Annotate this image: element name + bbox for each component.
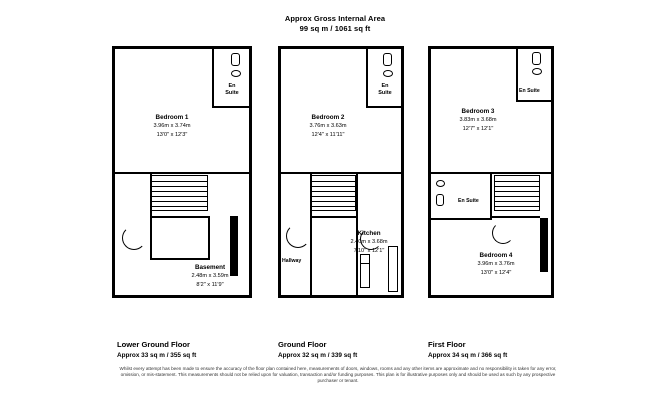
staircase-first: [494, 175, 540, 211]
wall-outer-bottom: [278, 295, 404, 298]
caption-area-lower: Approx 33 sq m / 355 sq ft: [117, 352, 197, 359]
staircase-ground: [310, 175, 356, 211]
toilet-fixture-2: [436, 194, 444, 206]
hallway-label: Hallway: [282, 258, 302, 264]
wall-mid-divider: [431, 172, 554, 174]
wall-basement-right-v: [208, 216, 210, 260]
basin-fixture: [383, 70, 393, 77]
caption-ground: [278, 339, 357, 361]
staircase-lower: [150, 175, 208, 211]
floor-plan-ground: [278, 46, 404, 298]
wall-hallway-left: [310, 174, 312, 296]
basin-fixture: [231, 70, 241, 77]
header-line-2: 99 sq m / 1061 sq ft: [299, 24, 371, 33]
caption-title-lower: Lower Ground Floor: [117, 340, 190, 349]
wall-bed4-block: [540, 218, 548, 272]
floor-plan-first: [428, 46, 554, 298]
ensuite-label-first-mid: En Suite: [458, 198, 479, 204]
wall-outer-top: [278, 46, 404, 49]
caption-area-ground: Approx 32 sq m / 339 sq ft: [278, 352, 358, 359]
wall-ensuite-left: [212, 46, 214, 108]
toilet-fixture: [231, 53, 240, 66]
wall-ensuite2-right: [490, 174, 492, 220]
toilet-fixture: [532, 52, 541, 65]
wall-ensuite-bottom: [212, 106, 252, 108]
door-swing-hall-left: [286, 224, 310, 248]
disclaimer-text: Whilst every attempt has been made to ensure the accuracy of the floor plan contained here, measurements of doors, windows, rooms and any other items are approximate and no responsibility is taken for any error, omission, or mis-statement. This measurements should not be relied upon for valuation, transaction and/or funding purposes. This plan is for illustrative purposes only and should be used as such by any prospective purchaser or tenant.: [119, 366, 557, 384]
room-label-bedroom-3: Bedroom 3 3.83m x 3.68m 12'7" x 12'1": [459, 108, 497, 132]
toilet-fixture: [383, 53, 392, 66]
caption-area-first: Approx 34 sq m / 366 sq ft: [428, 352, 508, 359]
room-label-kitchen: Kitchen 2.40m x 3.68m 7'10" x 12'1": [350, 230, 388, 254]
wall-mid-divider: [281, 172, 404, 174]
wall-outer-bottom: [112, 295, 252, 298]
wall-stair-bottom: [492, 216, 540, 218]
wall-stair-bottom: [310, 216, 358, 218]
basin-fixture-2: [436, 180, 445, 187]
floor-plan-lower-ground: [112, 46, 252, 298]
caption-title-ground: Ground Floor: [278, 340, 327, 349]
room-label-bedroom-2: Bedroom 2 3.76m x 3.63m 12'4" x 11'11": [309, 114, 347, 138]
caption-lower-ground: [117, 339, 196, 361]
door-swing-lower: [122, 226, 146, 250]
kitchen-sink: [360, 254, 370, 264]
wall-ensuite-left: [366, 46, 368, 108]
ensuite-label-ground: En Suite: [378, 83, 392, 96]
room-label-bedroom-4: Bedroom 4 3.96m x 3.76m 13'0" x 12'4": [477, 252, 515, 276]
room-label-basement: Basement 2.48m x 3.59m 8'2" x 11'9": [191, 264, 229, 288]
caption-title-first: First Floor: [428, 340, 466, 349]
room-label-bedroom-1: Bedroom 1 3.96m x 3.74m 13'0" x 12'3": [153, 114, 191, 138]
plan-header: [0, 14, 670, 34]
basin-fixture: [532, 68, 542, 75]
wall-ensuite-left: [516, 46, 518, 102]
caption-first: [428, 339, 507, 361]
wall-mid-divider: [115, 172, 252, 174]
door-swing-bed4: [492, 222, 514, 244]
header-line-1: Approx Gross Internal Area: [284, 14, 386, 23]
ensuite-label-first-top: En Suite: [519, 88, 540, 94]
wall-outer-top: [112, 46, 252, 49]
ensuite-label-lower: En Suite: [225, 83, 239, 96]
wall-outer-bottom: [428, 295, 554, 298]
wall-ensuite-bottom: [366, 106, 404, 108]
wall-outer-top: [428, 46, 554, 49]
wall-lower-partition-h: [150, 216, 208, 218]
wall-ensuite-bottom: [516, 100, 554, 102]
wall-ensuite2-bottom: [431, 218, 492, 220]
wall-basement-left: [150, 258, 210, 260]
